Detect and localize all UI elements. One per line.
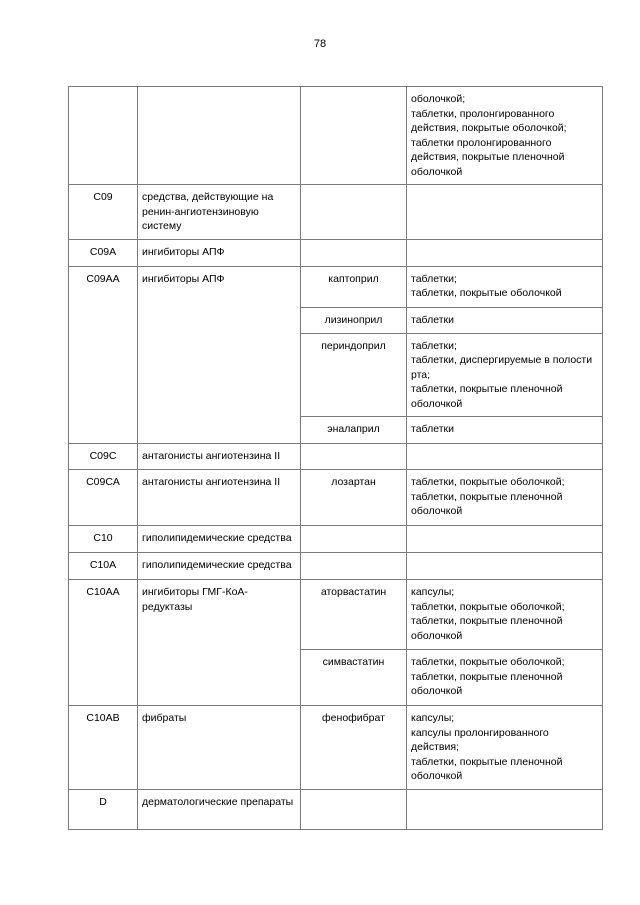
drug-name	[301, 553, 407, 580]
dosage-form: таблетки, покрытые оболочкой; таблетки, покрытые пленочной оболочкой	[407, 470, 603, 526]
group-name: антагонисты ангиотензина II	[138, 444, 301, 470]
drug-name: каптоприл	[301, 266, 407, 307]
atc-code: C09	[69, 185, 138, 240]
group-name: ингибиторы АПФ	[138, 239, 301, 266]
group-name: гиполипидемические средства	[138, 526, 301, 553]
atc-code: D	[69, 790, 138, 830]
drug-name: фенофибрат	[301, 706, 407, 790]
group-name: дерматологические препараты	[138, 790, 301, 830]
dosage-form: таблетки	[407, 417, 603, 444]
atc-code: C09C	[69, 444, 138, 470]
group-name: ингибиторы ГМГ-КоА-редуктазы	[138, 580, 301, 706]
group-name: фибраты	[138, 706, 301, 790]
table-row	[69, 526, 603, 553]
table-row	[69, 790, 603, 830]
drug-name: аторвастатин	[301, 580, 407, 650]
dosage-form: капсулы; капсулы пролонгированного действия; таблетки, покрытые пленочной оболочкой	[407, 706, 603, 790]
dosage-form: таблетки, покрытые оболочкой; таблетки, покрытые пленочной оболочкой	[407, 650, 603, 706]
dosage-form: оболочкой; таблетки, пролонгированного действия, покрытые оболочкой; таблетки пролонгированного действия, покрытые пленочной оболочкой	[407, 87, 603, 185]
drug-name	[301, 239, 407, 266]
drug-name	[301, 87, 407, 185]
table-row	[69, 444, 603, 470]
table-row	[69, 239, 603, 266]
drug-name: лизиноприл	[301, 307, 407, 333]
atc-code: C09AA	[69, 266, 138, 444]
atc-code: C10	[69, 526, 138, 553]
dosage-form	[407, 239, 603, 266]
dosage-form	[407, 185, 603, 240]
dosage-form: таблетки	[407, 307, 603, 333]
drug-name: периндоприл	[301, 333, 407, 417]
dosage-form: таблетки; таблетки, покрытые оболочкой	[407, 266, 603, 307]
drug-name	[301, 790, 407, 830]
atc-code	[69, 87, 138, 185]
drug-name	[301, 444, 407, 470]
atc-code: C10AA	[69, 580, 138, 706]
dosage-form	[407, 526, 603, 553]
group-name: антагонисты ангиотензина II	[138, 470, 301, 526]
dosage-form: таблетки; таблетки, диспергируемые в полости рта; таблетки, покрытые пленочной оболочкой	[407, 333, 603, 417]
drug-name: симвастатин	[301, 650, 407, 706]
dosage-form	[407, 444, 603, 470]
group-name: гиполипидемические средства	[138, 553, 301, 580]
drug-name	[301, 185, 407, 240]
dosage-form	[407, 553, 603, 580]
group-name	[138, 87, 301, 185]
table-row	[69, 580, 603, 650]
dosage-form	[407, 790, 603, 830]
group-name: ингибиторы АПФ	[138, 266, 301, 444]
drug-name: лозартан	[301, 470, 407, 526]
group-name: средства, действующие на ренин-ангиотензиновую систему	[138, 185, 301, 240]
table-row	[69, 87, 603, 185]
atc-code: C10A	[69, 553, 138, 580]
atc-code: C09CA	[69, 470, 138, 526]
dosage-form: капсулы; таблетки, покрытые оболочкой; таблетки, покрытые пленочной оболочкой	[407, 580, 603, 650]
table-row	[69, 266, 603, 307]
table-row	[69, 706, 603, 790]
drug-table	[68, 86, 603, 830]
page-number: 78	[313, 38, 327, 50]
drug-name: эналаприл	[301, 417, 407, 444]
table-row	[69, 553, 603, 580]
atc-code: C10AB	[69, 706, 138, 790]
table-row	[69, 185, 603, 240]
drug-name	[301, 526, 407, 553]
atc-code: C09A	[69, 239, 138, 266]
table-row	[69, 470, 603, 526]
